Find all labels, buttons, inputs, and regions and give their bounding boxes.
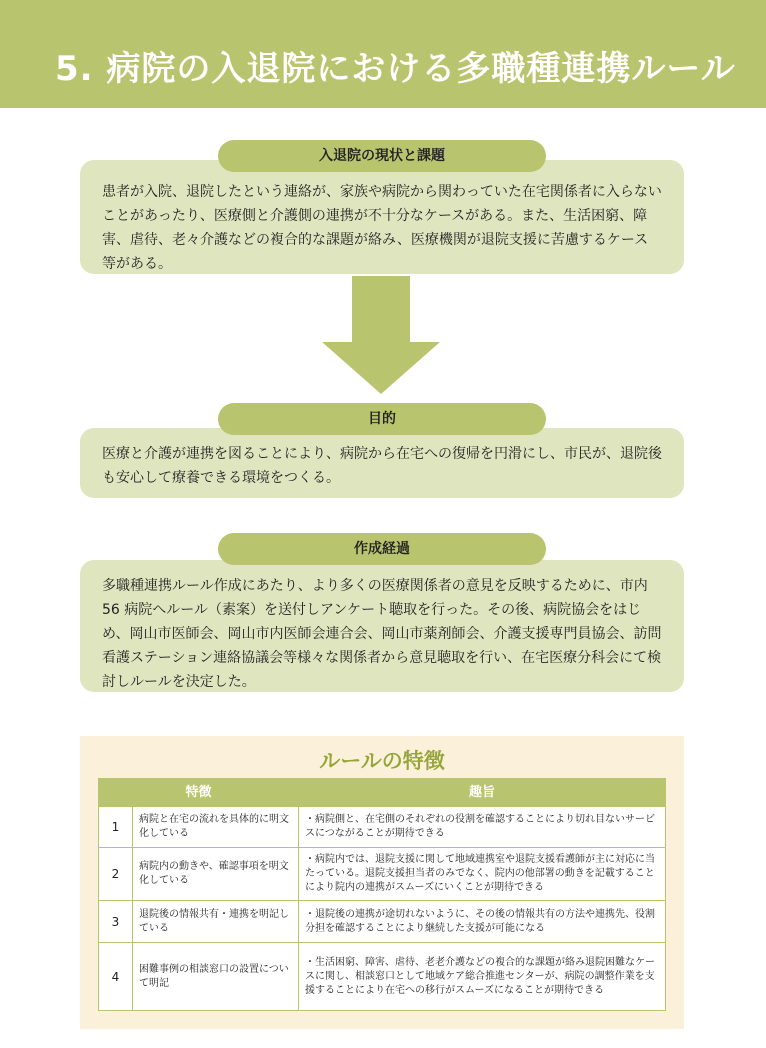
row-number: 2 [99, 848, 133, 901]
purpose-heading: 目的 [218, 403, 546, 435]
process-box [80, 560, 684, 692]
table-row [99, 848, 666, 901]
down-arrow-icon [322, 276, 440, 394]
purpose-cell: ・退院後の連携が途切れないように、その後の情報共有の方法や連携先、役割分担を確認することにより継続した支援が可能になる [299, 901, 666, 943]
table-row [99, 901, 666, 943]
purpose-text: 医療と介護が連携を図ることにより、病院から在宅への復帰を円滑にし、市民が、退院後も安心して療養できる環境をつくる。 [102, 446, 662, 486]
feature-cell: 困難事例の相談窓口の設置について明記 [133, 943, 299, 1011]
purpose-box [80, 428, 684, 498]
table-row [99, 943, 666, 1011]
features-table [98, 778, 666, 1011]
features-panel [80, 736, 684, 1029]
row-number: 1 [99, 807, 133, 848]
page-title: 5. 病院の入退院における多職種連携ルール [55, 49, 736, 89]
features-title: ルールの特徴 [319, 749, 445, 773]
purpose-cell: ・生活困窮、障害、虐待、老老介護などの複合的な課題が絡み退院困難なケースに関し、相談窓口として地域ケア総合推進センターが、病院の調整作業を支援することにより在宅への移行がスムーズになることが期待できる [299, 943, 666, 1011]
feature-cell: 退院後の情報共有・連携を明記している [133, 901, 299, 943]
process-heading: 作成経過 [218, 533, 546, 565]
row-number: 4 [99, 943, 133, 1011]
header-banner [0, 0, 766, 108]
feature-column-header: 特徴 [99, 779, 299, 807]
purpose-cell: ・病院内では、退院支援に関して地域連携室や退院支援看護師が主に対応に当たっている。退院支援担当者のみでなく、院内の他部署の動きを記載することにより院内の連携がスムーズにいくことが期待できる [299, 848, 666, 901]
purpose-column-header: 趣旨 [299, 779, 666, 807]
feature-cell: 病院と在宅の流れを具体的に明文化している [133, 807, 299, 848]
current-issues-box [80, 160, 684, 274]
current-issues-text: 患者が入院、退院したという連絡が、家族や病院から関わっていた在宅関係者に入らないことがあったり、医療側と介護側の連携が不十分なケースがある。また、生活困窮、障害、虐待、老々介護などの複合的な課題が絡み、医療機関が退院支援に苦慮するケース等がある。 [102, 184, 662, 272]
table-row [99, 807, 666, 848]
feature-cell: 病院内の動きや、確認事項を明文化している [133, 848, 299, 901]
current-issues-heading: 入退院の現状と課題 [218, 140, 546, 172]
purpose-cell: ・病院側と、在宅側のそれぞれの役割を確認することにより切れ目ないサービスにつながることが期待できる [299, 807, 666, 848]
row-number: 3 [99, 901, 133, 943]
process-text: 多職種連携ルール作成にあたり、より多くの医療関係者の意見を反映するために、市内 56 病院へルール（素案）を送付しアンケート聴取を行った。その後、病院協会をはじめ、岡山市医師会、岡山市内医師会連合会、岡山市薬剤師会、介護支援専門員協会、訪問看護ステーション連絡協議会等様々な関係者から意見聴取を行い、在宅医療分科会にて検討しルールを決定した。 [102, 578, 662, 690]
